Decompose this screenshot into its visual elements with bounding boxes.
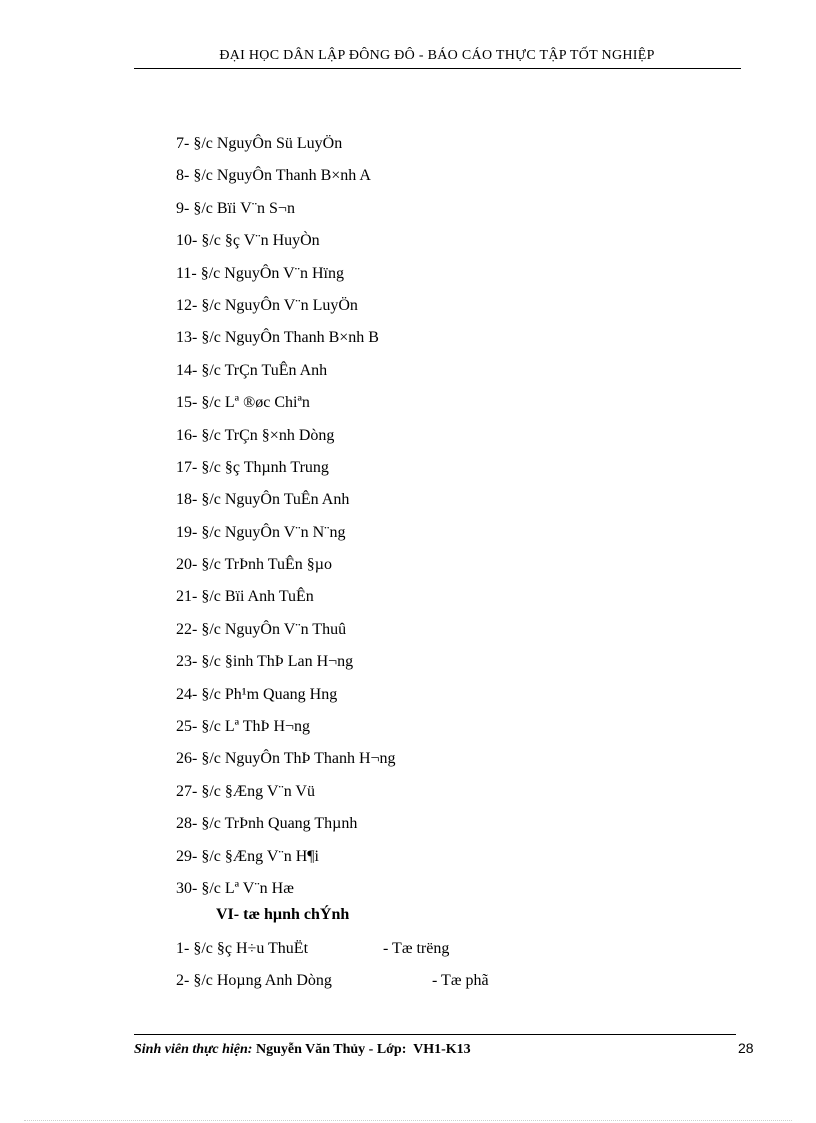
section-title: VI- tæ hµnh chÝnh [216,906,350,923]
member-list-item: 26- §/c NguyÔn ThÞ Thanh H¬ng [176,750,396,768]
page-bottom-edge [24,1120,792,1121]
page-header-title: ĐẠI HỌC DÂN LẬP ĐÔNG ĐÔ - BÁO CÁO THỰC TẬP TỐT NGHIỆP [219,48,655,63]
role-title: - Tæ phã [432,972,489,990]
member-list-item: 28- §/c TrÞnh Quang Thµnh [176,815,358,833]
member-list-item: 24- §/c Ph¹m Quang Hng [176,685,338,703]
member-list-item: 21- §/c Bïi Anh TuÊn [176,588,314,606]
page-footer [134,1042,471,1058]
footer-label: Sinh viên thực hiện: [134,1042,253,1057]
role-item [176,971,736,1003]
member-list-item: 29- §/c §Æng V¨n H¶i [176,847,319,865]
header-divider [134,68,741,69]
member-list-item: 17- §/c §ç Thµnh Trung [176,458,329,476]
member-list-item: 23- §/c §inh ThÞ Lan H¬ng [176,653,354,671]
member-list-item: 9- §/c Bïi V¨n S¬n [176,199,295,217]
member-list-item: 15- §/c Lª ®øc Chiªn [176,394,310,412]
member-list [176,134,696,911]
footer-divider [134,1034,736,1035]
page-number: 28 [738,1040,754,1056]
member-list-item: 30- §/c Lª V¨n Hæ [176,879,294,897]
member-list-item: 8- §/c NguyÔn Thanh B×nh A [176,167,371,185]
member-list-item: 13- §/c NguyÔn Thanh B×nh B [176,329,379,347]
role-member-name: 1- §/c §ç H÷u ThuËt [176,940,309,957]
member-list-item: 16- §/c TrÇn §×nh Dòng [176,426,335,444]
member-list-item: 19- §/c NguyÔn V¨n N¨ng [176,523,346,541]
member-list-item: 11- §/c NguyÔn V¨n Hïng [176,264,344,282]
member-list-item: 7- §/c NguyÔn Sü LuyÖn [176,135,343,152]
member-list-item: 18- §/c NguyÔn TuÊn Anh [176,491,350,509]
role-list [176,939,736,1004]
role-item [176,939,736,971]
member-list-item: 10- §/c §ç V¨n HuyÒn [176,232,320,250]
member-list-item: 25- §/c Lª ThÞ H¬ng [176,718,311,736]
member-list-item: 12- §/c NguyÔn V¨n LuyÖn [176,296,358,314]
member-list-item: 27- §/c §Æng V¨n Vü [176,782,315,800]
member-list-item: 14- §/c TrÇn TuÊn Anh [176,361,328,379]
footer-student-info: Nguyễn Văn Thủy - Lớp: VH1-K13 [252,1042,471,1057]
role-title: - Tæ trëng [383,940,450,957]
member-list-item: 22- §/c NguyÔn V¨n Thuû [176,620,347,638]
member-list-item: 20- §/c TrÞnh TuÊn §µo [176,556,332,574]
role-member-name: 2- §/c Hoµng Anh Dòng [176,972,332,990]
